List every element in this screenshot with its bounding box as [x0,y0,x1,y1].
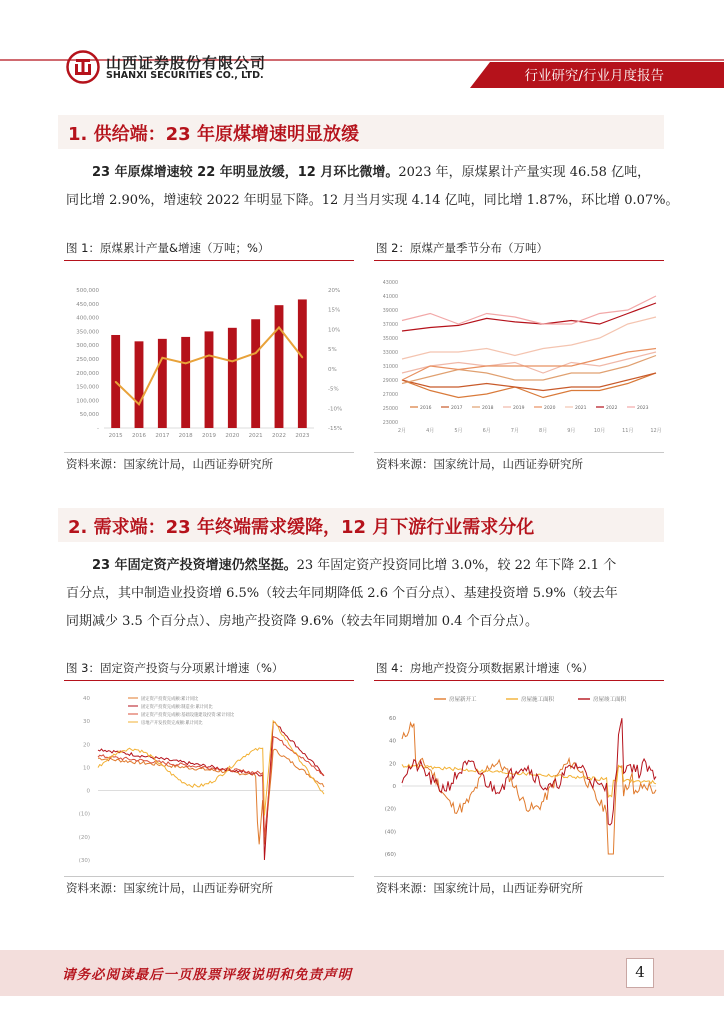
legend-label-2017: 2017 [451,406,463,411]
legend-label: 房屋竣工面积 [593,697,627,703]
y-tick-label: 40 [389,738,396,745]
legend-label: 固定资产投资完成额:累计同比 [141,697,199,702]
y-tick-label: 300,000 [76,343,99,350]
x-tick-label: 11月 [622,428,634,434]
y-tick-label: 37000 [382,323,398,328]
point-growth-2018 [185,362,187,364]
x-tick-label: 8月 [539,428,548,434]
bar-production-2023 [298,299,307,428]
point-growth-2019 [208,355,210,357]
section-title: 2. 需求端：23 年终端需求缓降，12 月下游行业需求分化 [68,517,535,538]
x-tick-label: 2020 [225,433,240,439]
x-tick-label: 6月 [482,428,491,434]
y-tick-label: 33000 [382,351,398,356]
bar-production-2017 [158,339,167,428]
legend-label-2020: 2020 [544,406,556,411]
point-growth-2022 [278,327,280,329]
lead-sentence: 23 年固定资产投资增速仍然坚挺。 [92,558,297,573]
fig3-chart [64,684,354,870]
bar-production-2021 [251,319,260,428]
point-growth-2023 [301,357,303,359]
y-tick-label: 23000 [382,421,398,426]
page-header [0,0,724,95]
y-tick-label: 31000 [382,365,398,370]
x-tick-label: 12月 [650,428,662,434]
paragraph-text: 百分点，其中制造业投资增 6.5%（较去年同期降低 2.6 个百分点）、基建投资增 5.9%（较去年 [66,586,618,601]
report-type: 行业研究/行业月度报告 [524,68,664,84]
company-name-en: SHANXI SECURITIES CO., LTD. [106,70,264,81]
x-tick-label: 4月 [426,428,435,434]
y2-tick-label: 0% [328,366,337,373]
figure-source: 资料来源：国家统计局，山西证券研究所 [376,881,583,895]
figure-rule [374,680,664,681]
bar-production-2019 [205,331,214,428]
x-tick-label: 2018 [178,433,193,439]
y2-tick-label: 20% [328,288,341,294]
x-tick-label: 7月 [510,428,519,434]
page-number-box [626,958,654,988]
y2-tick-label: -5% [328,386,339,393]
legend-label-2018: 2018 [482,406,494,411]
figure-rule [64,452,354,453]
line-2016 [402,373,656,398]
y-tick-label: 250,000 [76,357,99,363]
y-tick-label: - [97,426,99,432]
y-tick-label: 40 [83,696,90,702]
figure-source: 资料来源：国家统计局，山西证券研究所 [376,457,583,471]
y-tick-label: 150,000 [76,384,99,391]
point-growth-2020 [231,360,233,362]
legend-label-2019: 2019 [513,406,525,411]
line-2023 [402,296,656,324]
x-tick-label: 2016 [132,433,146,439]
y2-tick-label: 15% [328,307,341,314]
figure-title: 图 2：原煤产量季节分布（万吨） [376,241,548,255]
y2-tick-label: 5% [328,347,337,354]
y-tick-label: 350,000 [76,329,99,336]
y-tick-label: 0 [86,788,90,795]
y-tick-label: (30) [78,858,90,864]
y-tick-label: (10) [78,811,90,818]
figure-title: 图 1：原煤累计产量&增速（万吨；%） [66,241,270,255]
line-series-2 [98,722,324,860]
company-logo [66,50,306,86]
y-tick-label: 27000 [382,393,398,398]
y-tick-label: 39000 [382,309,398,314]
x-tick-label: 2021 [248,433,263,439]
x-tick-label: 2023 [295,433,310,439]
point-growth-2017 [161,357,163,359]
figure-source: 资料来源：国家统计局，山西证券研究所 [66,457,273,471]
y-tick-label: 20 [389,761,396,768]
page-number: 4 [635,963,645,981]
section-title: 1. 供给端：23 年原煤增速明显放缓 [68,124,359,145]
line-2018 [402,356,656,384]
point-growth-2016 [138,403,140,405]
paragraph-text: 同期减少 3.5 个百分点）、房地产投资降 9.6%（较去年同期增加 0.4 个百分点）。 [66,614,539,629]
line-2017 [402,373,656,391]
x-tick-label: 10月 [593,428,606,434]
x-tick-label: 2022 [272,433,286,439]
legend-label: 房地产开发投资完成额:累计同比 [141,721,203,726]
point-growth-2015 [115,381,117,383]
figure-rule [64,680,354,681]
x-tick-label: 2017 [155,433,170,439]
legend-label: 房屋新开工 [449,697,477,703]
y-tick-label: 0 [392,784,396,790]
y2-tick-label: -10% [328,406,343,413]
paragraph-text: 23 年固定资产投资同比增 3.0%，较 22 年下降 2.1 个 [296,558,617,573]
figure-rule [374,876,664,877]
y-tick-label: 41000 [382,295,398,300]
y2-tick-label: 10% [328,327,341,334]
y2-tick-label: -15% [328,426,343,432]
bar-production-2020 [228,328,237,428]
company-name-cn: 山西证券股份有限公司 [106,54,267,72]
bar-production-2018 [181,337,190,428]
section-paragraph [66,159,679,215]
bar-production-2016 [135,341,144,428]
line-2019 [402,352,656,373]
x-tick-label: 2015 [108,433,123,439]
y-tick-label: 20 [83,742,90,749]
x-tick-label: 9月 [567,428,576,434]
paragraph-text: 2023 年，原煤累计产量实现 46.58 亿吨， [398,165,651,180]
y-tick-label: 29000 [382,379,398,384]
y-tick-label: (60) [384,852,396,858]
y-tick-label: 10 [83,765,90,772]
y-tick-label: 60 [389,716,396,722]
section-paragraph [66,552,666,636]
fig4-chart [374,684,664,870]
x-tick-label: 2019 [202,433,216,439]
logo-icon [66,50,100,84]
y-tick-label: (40) [384,829,396,836]
bar-production-2022 [275,305,284,428]
y-tick-label: 450,000 [76,301,99,308]
y-tick-label: (20) [384,806,396,813]
y-tick-label: 43000 [382,281,398,286]
y-tick-label: 30 [83,719,90,726]
point-growth-2021 [255,352,257,354]
paragraph-text: 同比增 2.90%，增速较 2022 年明显下降。12 月当月实现 4.14 亿吨，同比增 1.87%，环比增 0.07%。 [66,193,679,208]
legend-label: 固定资产投资完成额:制造业:累计同比 [141,705,213,710]
y-tick-label: 25000 [382,407,398,412]
footer-disclaimer: 请务必阅读最后一页股票评级说明和免责声明 [62,967,352,983]
y-tick-label: 400,000 [76,315,99,322]
figure-source: 资料来源：国家统计局，山西证券研究所 [66,881,273,895]
y-tick-label: 35000 [382,337,398,342]
line-series-1 [98,749,324,844]
figure-rule [374,452,664,453]
legend-label-2021: 2021 [575,406,587,411]
y-tick-label: 50,000 [79,412,99,419]
line-series-3 [98,737,324,837]
legend-label-2022: 2022 [606,406,618,411]
fig2-chart [374,270,664,446]
x-tick-label: 5月 [454,428,463,434]
y-tick-label: 200,000 [76,370,99,377]
legend-label-2023: 2023 [637,406,649,411]
legend-label: 固定资产投资完成额:基础设施建设投资:累计同比 [141,713,235,718]
lead-sentence: 23 年原煤增速较 22 年明显放缓，12 月环比微增。 [92,165,399,180]
figure-title: 图 3：固定资产投资与分项累计增速（%） [66,661,284,675]
figure-rule [64,260,354,261]
fig1-chart [64,270,354,446]
legend-label-2016: 2016 [420,406,432,411]
figure-rule [64,876,354,877]
x-tick-label: 2月 [397,428,407,434]
figure-title: 图 4：房地产投资分项数据累计增速（%） [376,661,594,675]
y-tick-label: 100,000 [76,398,99,405]
figure-rule [374,260,664,261]
legend-label: 房屋施工面积 [521,697,555,703]
y-tick-label: (20) [78,834,90,841]
y-tick-label: 500,000 [76,288,99,294]
